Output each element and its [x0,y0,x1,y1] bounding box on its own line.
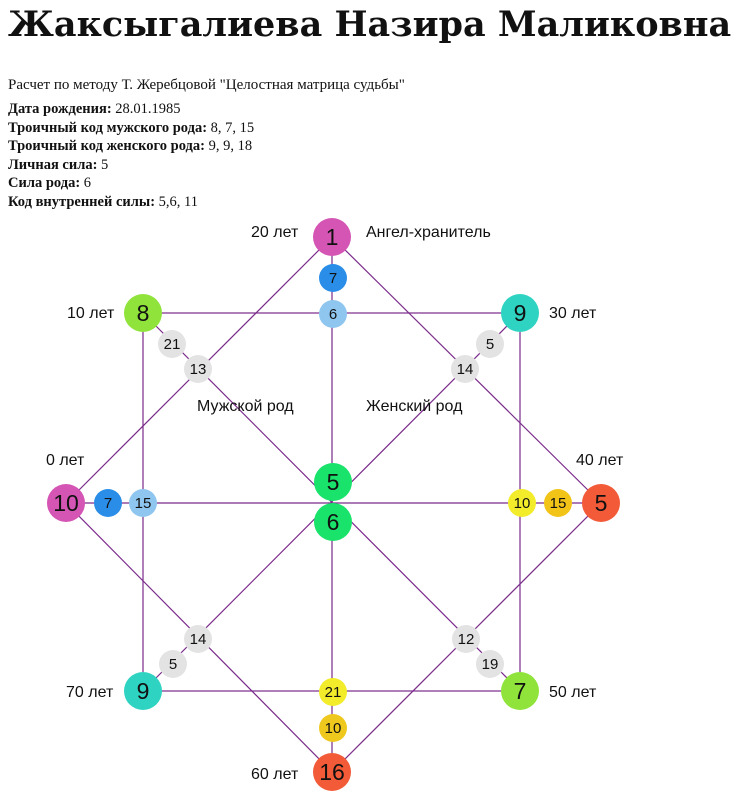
svg-text:5: 5 [326,469,340,495]
info-value: 8, 7, 15 [210,119,255,136]
age-40: 40 лет [576,452,624,469]
node-center-upper [314,463,352,501]
node-right-inner-2 [508,489,536,517]
node-right-inner-1 [544,489,572,517]
method-subtitle: Расчет по методу Т. Жеребцовой "Целостная матрица судьбы" [8,77,405,93]
svg-text:21: 21 [163,336,181,353]
age-10: 10 лет [67,305,115,322]
svg-text:12: 12 [457,631,475,648]
svg-text:10: 10 [53,490,79,516]
svg-text:6: 6 [328,306,338,323]
age-70: 70 лет [66,684,114,701]
node-top-right-inner-2 [451,355,479,383]
svg-text:14: 14 [189,631,207,648]
info-label: Код внутренней силы: [8,193,156,210]
page-title: Жаксыгалиева Назира Маликовна [8,4,732,45]
label-male-line: Мужской род [197,398,294,415]
node-right [582,484,620,522]
svg-text:7: 7 [103,495,113,512]
info-label: Дата рождения: [8,101,112,117]
svg-text:14: 14 [456,361,474,378]
node-bottom-left [124,672,162,710]
info-label: Троичный код мужского рода: [8,119,208,136]
node-bottom-right [501,672,539,710]
info-value: 5,6, 11 [158,193,198,210]
svg-text:15: 15 [134,495,152,512]
info-label: Троичный код женского рода: [8,138,205,154]
svg-text:5: 5 [168,656,178,673]
svg-text:13: 13 [189,361,207,378]
node-bottom-inner-1 [319,714,347,742]
svg-text:8: 8 [136,300,150,326]
node-top-inner-2 [319,300,347,328]
node-top-left-inner-1 [158,330,186,358]
svg-text:21: 21 [324,684,342,701]
age-60: 60 лет [251,766,299,783]
node-bottom-inner-2 [319,678,347,706]
node-top-right [501,294,539,332]
svg-text:1: 1 [325,224,339,250]
node-left-inner-2 [129,489,157,517]
info-value: 6 [83,175,92,191]
node-bottom [313,753,351,791]
svg-text:10: 10 [513,495,531,512]
svg-text:7: 7 [513,678,527,704]
svg-text:5: 5 [485,336,495,353]
svg-text:15: 15 [549,495,567,512]
svg-text:19: 19 [481,656,499,673]
node-left [47,484,85,522]
svg-text:10: 10 [324,720,342,737]
node-top-left-inner-2 [184,355,212,383]
node-top-left [124,294,162,332]
node-top-right-inner-1 [476,330,504,358]
info-value: 5 [101,156,109,173]
svg-text:6: 6 [326,509,340,535]
info-value: 28.01.1985 [115,101,181,117]
svg-text:16: 16 [319,759,345,785]
node-top [313,218,351,256]
node-center-lower [314,503,352,541]
age-50: 50 лет [549,684,597,701]
age-20: 20 лет [251,224,299,241]
svg-text:7: 7 [328,270,338,287]
label-angel-guardian: Ангел-хранитель [366,224,491,241]
age-0: 0 лет [46,452,85,469]
age-30: 30 лет [549,305,597,322]
svg-text:5: 5 [594,490,608,516]
svg-text:9: 9 [513,300,527,326]
label-female-line: Женский род [366,398,463,415]
node-bottom-right-inner-1 [476,650,504,678]
info-label: Личная сила: [8,156,98,173]
node-bottom-left-inner-2 [184,625,212,653]
node-bottom-right-inner-2 [452,625,480,653]
node-left-inner-1 [94,489,122,517]
info-value: 9, 9, 18 [208,138,253,154]
node-top-inner-1 [319,264,347,292]
node-bottom-left-inner-1 [159,650,187,678]
info-label: Сила рода: [8,175,81,191]
svg-text:9: 9 [136,678,150,704]
